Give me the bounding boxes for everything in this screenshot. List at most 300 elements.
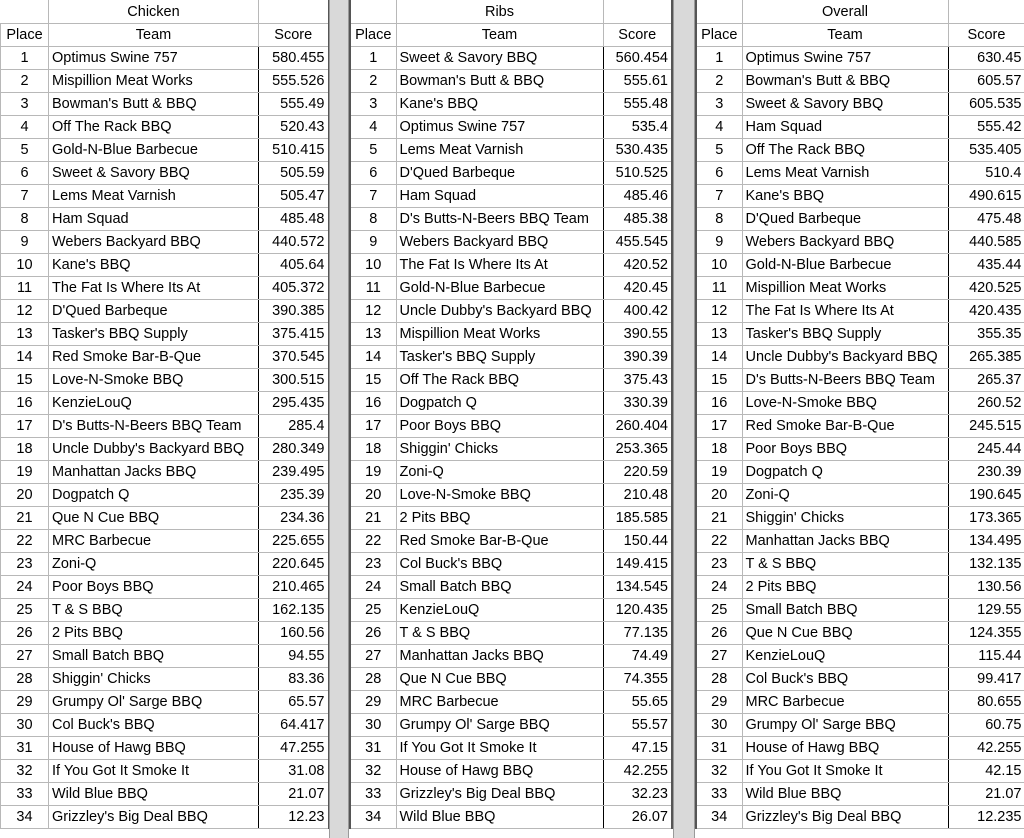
team-cell[interactable]: Grizzley's Big Deal BBQ	[49, 806, 259, 829]
score-cell[interactable]: 265.37	[948, 369, 1024, 392]
team-cell[interactable]: Manhattan Jacks BBQ	[742, 530, 948, 553]
score-header[interactable]: Score	[948, 24, 1024, 47]
team-cell[interactable]: Wild Blue BBQ	[49, 783, 259, 806]
place-cell[interactable]: 22	[696, 530, 742, 553]
place-cell[interactable]: 30	[1, 714, 49, 737]
team-cell[interactable]: Poor Boys BBQ	[742, 438, 948, 461]
team-cell[interactable]: Lems Meat Varnish	[49, 185, 259, 208]
team-cell[interactable]: Poor Boys BBQ	[49, 576, 259, 599]
team-cell[interactable]: Ham Squad	[49, 208, 259, 231]
place-cell[interactable]: 17	[696, 415, 742, 438]
place-cell[interactable]: 5	[1, 139, 49, 162]
team-cell[interactable]: Shiggin' Chicks	[396, 438, 603, 461]
blank-cell[interactable]	[696, 0, 742, 24]
score-cell[interactable]: 420.435	[948, 300, 1024, 323]
score-cell[interactable]: 74.49	[603, 645, 672, 668]
ribs-title[interactable]: Ribs	[396, 0, 603, 24]
team-cell[interactable]: Off The Rack BBQ	[396, 369, 603, 392]
score-cell[interactable]: 405.64	[259, 254, 329, 277]
team-cell[interactable]: Love-N-Smoke BBQ	[396, 484, 603, 507]
score-cell[interactable]: 253.365	[603, 438, 672, 461]
score-cell[interactable]: 129.55	[948, 599, 1024, 622]
score-cell[interactable]: 510.415	[259, 139, 329, 162]
place-cell[interactable]: 1	[1, 47, 49, 70]
score-cell[interactable]: 555.526	[259, 70, 329, 93]
place-cell[interactable]: 4	[350, 116, 396, 139]
place-cell[interactable]: 31	[1, 737, 49, 760]
place-cell[interactable]: 28	[350, 668, 396, 691]
place-cell[interactable]: 13	[696, 323, 742, 346]
score-cell[interactable]: 535.405	[948, 139, 1024, 162]
score-cell[interactable]: 355.35	[948, 323, 1024, 346]
score-cell[interactable]: 295.435	[259, 392, 329, 415]
place-cell[interactable]: 6	[350, 162, 396, 185]
score-cell[interactable]: 160.56	[259, 622, 329, 645]
score-cell[interactable]: 440.572	[259, 231, 329, 254]
score-cell[interactable]: 245.515	[948, 415, 1024, 438]
team-cell[interactable]: Off The Rack BBQ	[742, 139, 948, 162]
place-cell[interactable]: 26	[350, 622, 396, 645]
team-cell[interactable]: Manhattan Jacks BBQ	[49, 461, 259, 484]
team-cell[interactable]: Dogpatch Q	[49, 484, 259, 507]
score-cell[interactable]: 239.495	[259, 461, 329, 484]
score-cell[interactable]: 505.59	[259, 162, 329, 185]
team-cell[interactable]: Lems Meat Varnish	[742, 162, 948, 185]
place-cell[interactable]: 34	[696, 806, 742, 829]
place-cell[interactable]: 3	[1, 93, 49, 116]
place-cell[interactable]: 7	[350, 185, 396, 208]
score-cell[interactable]: 21.07	[948, 783, 1024, 806]
place-cell[interactable]: 12	[1, 300, 49, 323]
score-cell[interactable]: 245.44	[948, 438, 1024, 461]
place-cell[interactable]: 8	[350, 208, 396, 231]
place-cell[interactable]: 7	[1, 185, 49, 208]
team-cell[interactable]: Tasker's BBQ Supply	[396, 346, 603, 369]
place-cell[interactable]: 22	[1, 530, 49, 553]
team-cell[interactable]: Optimus Swine 757	[396, 116, 603, 139]
team-cell[interactable]: Off The Rack BBQ	[49, 116, 259, 139]
place-cell[interactable]: 25	[1, 599, 49, 622]
place-header[interactable]: Place	[1, 24, 49, 47]
score-cell[interactable]: 220.645	[259, 553, 329, 576]
place-cell[interactable]: 33	[1, 783, 49, 806]
score-cell[interactable]: 555.48	[603, 93, 672, 116]
place-cell[interactable]: 34	[350, 806, 396, 829]
place-cell[interactable]: 10	[1, 254, 49, 277]
overall-title[interactable]: Overall	[742, 0, 948, 24]
team-cell[interactable]: Red Smoke Bar-B-Que	[742, 415, 948, 438]
team-cell[interactable]: Col Buck's BBQ	[49, 714, 259, 737]
team-cell[interactable]: The Fat Is Where Its At	[49, 277, 259, 300]
place-cell[interactable]: 11	[696, 277, 742, 300]
team-cell[interactable]: Uncle Dubby's Backyard BBQ	[742, 346, 948, 369]
score-cell[interactable]: 605.57	[948, 70, 1024, 93]
team-cell[interactable]: Ham Squad	[396, 185, 603, 208]
team-cell[interactable]: MRC Barbecue	[396, 691, 603, 714]
team-cell[interactable]: Wild Blue BBQ	[742, 783, 948, 806]
place-cell[interactable]: 12	[696, 300, 742, 323]
score-cell[interactable]: 280.349	[259, 438, 329, 461]
team-cell[interactable]: Zoni-Q	[49, 553, 259, 576]
score-cell[interactable]: 555.61	[603, 70, 672, 93]
team-cell[interactable]: Optimus Swine 757	[742, 47, 948, 70]
score-cell[interactable]: 210.48	[603, 484, 672, 507]
blank-cell[interactable]	[350, 0, 396, 24]
team-cell[interactable]: Kane's BBQ	[49, 254, 259, 277]
place-cell[interactable]: 27	[696, 645, 742, 668]
place-cell[interactable]: 31	[696, 737, 742, 760]
team-cell[interactable]: If You Got It Smoke It	[742, 760, 948, 783]
score-cell[interactable]: 630.45	[948, 47, 1024, 70]
place-cell[interactable]: 18	[696, 438, 742, 461]
place-cell[interactable]: 2	[1, 70, 49, 93]
place-cell[interactable]: 34	[1, 806, 49, 829]
team-cell[interactable]: If You Got It Smoke It	[49, 760, 259, 783]
team-cell[interactable]: KenzieLouQ	[396, 599, 603, 622]
place-cell[interactable]: 7	[696, 185, 742, 208]
blank-cell[interactable]	[259, 0, 329, 24]
score-cell[interactable]: 420.525	[948, 277, 1024, 300]
place-cell[interactable]: 1	[696, 47, 742, 70]
score-cell[interactable]: 390.55	[603, 323, 672, 346]
blank-cell[interactable]	[948, 0, 1024, 24]
score-cell[interactable]: 74.355	[603, 668, 672, 691]
place-cell[interactable]: 28	[1, 668, 49, 691]
score-cell[interactable]: 124.355	[948, 622, 1024, 645]
score-cell[interactable]: 210.465	[259, 576, 329, 599]
score-cell[interactable]: 475.48	[948, 208, 1024, 231]
place-cell[interactable]: 32	[1, 760, 49, 783]
score-cell[interactable]: 120.435	[603, 599, 672, 622]
place-cell[interactable]: 33	[350, 783, 396, 806]
place-cell[interactable]: 14	[696, 346, 742, 369]
place-cell[interactable]: 30	[350, 714, 396, 737]
score-header[interactable]: Score	[259, 24, 329, 47]
team-cell[interactable]: Small Batch BBQ	[49, 645, 259, 668]
team-cell[interactable]: Bowman's Butt & BBQ	[49, 93, 259, 116]
place-cell[interactable]: 21	[350, 507, 396, 530]
score-cell[interactable]: 285.4	[259, 415, 329, 438]
score-cell[interactable]: 47.15	[603, 737, 672, 760]
score-cell[interactable]: 370.545	[259, 346, 329, 369]
score-cell[interactable]: 173.365	[948, 507, 1024, 530]
team-cell[interactable]: Optimus Swine 757	[49, 47, 259, 70]
place-cell[interactable]: 4	[696, 116, 742, 139]
score-cell[interactable]: 260.52	[948, 392, 1024, 415]
score-cell[interactable]: 420.52	[603, 254, 672, 277]
score-cell[interactable]: 605.535	[948, 93, 1024, 116]
place-cell[interactable]: 27	[350, 645, 396, 668]
score-cell[interactable]: 330.39	[603, 392, 672, 415]
score-cell[interactable]: 185.585	[603, 507, 672, 530]
place-cell[interactable]: 16	[1, 392, 49, 415]
team-cell[interactable]: D's Butts-N-Beers BBQ Team	[742, 369, 948, 392]
team-cell[interactable]: Shiggin' Chicks	[742, 507, 948, 530]
place-cell[interactable]: 14	[350, 346, 396, 369]
team-cell[interactable]: Sweet & Savory BBQ	[396, 47, 603, 70]
place-cell[interactable]: 32	[350, 760, 396, 783]
place-cell[interactable]: 5	[696, 139, 742, 162]
team-cell[interactable]: Tasker's BBQ Supply	[742, 323, 948, 346]
place-cell[interactable]: 27	[1, 645, 49, 668]
score-cell[interactable]: 65.57	[259, 691, 329, 714]
team-cell[interactable]: Col Buck's BBQ	[742, 668, 948, 691]
place-cell[interactable]: 3	[350, 93, 396, 116]
place-cell[interactable]: 20	[696, 484, 742, 507]
team-cell[interactable]: KenzieLouQ	[742, 645, 948, 668]
score-cell[interactable]: 390.385	[259, 300, 329, 323]
place-cell[interactable]: 15	[1, 369, 49, 392]
team-cell[interactable]: Zoni-Q	[742, 484, 948, 507]
score-cell[interactable]: 55.57	[603, 714, 672, 737]
team-header[interactable]: Team	[396, 24, 603, 47]
score-cell[interactable]: 260.404	[603, 415, 672, 438]
place-cell[interactable]: 17	[1, 415, 49, 438]
place-cell[interactable]: 21	[1, 507, 49, 530]
team-cell[interactable]: Sweet & Savory BBQ	[742, 93, 948, 116]
place-cell[interactable]: 2	[350, 70, 396, 93]
score-cell[interactable]: 31.08	[259, 760, 329, 783]
team-cell[interactable]: Gold-N-Blue Barbecue	[49, 139, 259, 162]
score-cell[interactable]: 26.07	[603, 806, 672, 829]
place-cell[interactable]: 18	[350, 438, 396, 461]
place-cell[interactable]: 17	[350, 415, 396, 438]
place-cell[interactable]: 23	[696, 553, 742, 576]
team-header[interactable]: Team	[49, 24, 259, 47]
team-cell[interactable]: Sweet & Savory BBQ	[49, 162, 259, 185]
team-header[interactable]: Team	[742, 24, 948, 47]
place-cell[interactable]: 23	[350, 553, 396, 576]
score-cell[interactable]: 265.385	[948, 346, 1024, 369]
score-cell[interactable]: 134.495	[948, 530, 1024, 553]
team-cell[interactable]: Gold-N-Blue Barbecue	[396, 277, 603, 300]
score-cell[interactable]: 220.59	[603, 461, 672, 484]
place-cell[interactable]: 26	[696, 622, 742, 645]
score-cell[interactable]: 375.415	[259, 323, 329, 346]
team-cell[interactable]: Uncle Dubby's Backyard BBQ	[49, 438, 259, 461]
place-cell[interactable]: 9	[1, 231, 49, 254]
score-cell[interactable]: 485.46	[603, 185, 672, 208]
team-cell[interactable]: D'Qued Barbeque	[49, 300, 259, 323]
team-cell[interactable]: Wild Blue BBQ	[396, 806, 603, 829]
place-cell[interactable]: 19	[696, 461, 742, 484]
score-cell[interactable]: 560.454	[603, 47, 672, 70]
team-cell[interactable]: Grumpy Ol' Sarge BBQ	[396, 714, 603, 737]
score-cell[interactable]: 83.36	[259, 668, 329, 691]
score-cell[interactable]: 115.44	[948, 645, 1024, 668]
team-cell[interactable]: D's Butts-N-Beers BBQ Team	[49, 415, 259, 438]
team-cell[interactable]: House of Hawg BBQ	[396, 760, 603, 783]
team-cell[interactable]: Mispillion Meat Works	[396, 323, 603, 346]
team-cell[interactable]: If You Got It Smoke It	[396, 737, 603, 760]
score-cell[interactable]: 77.135	[603, 622, 672, 645]
team-cell[interactable]: MRC Barbecue	[49, 530, 259, 553]
score-cell[interactable]: 225.655	[259, 530, 329, 553]
place-cell[interactable]: 1	[350, 47, 396, 70]
team-cell[interactable]: The Fat Is Where Its At	[396, 254, 603, 277]
score-cell[interactable]: 580.455	[259, 47, 329, 70]
team-cell[interactable]: Webers Backyard BBQ	[742, 231, 948, 254]
team-cell[interactable]: Kane's BBQ	[742, 185, 948, 208]
place-cell[interactable]: 25	[350, 599, 396, 622]
team-cell[interactable]: KenzieLouQ	[49, 392, 259, 415]
score-cell[interactable]: 134.545	[603, 576, 672, 599]
team-cell[interactable]: Kane's BBQ	[396, 93, 603, 116]
team-cell[interactable]: Que N Cue BBQ	[742, 622, 948, 645]
score-cell[interactable]: 555.49	[259, 93, 329, 116]
team-cell[interactable]: Lems Meat Varnish	[396, 139, 603, 162]
place-cell[interactable]: 29	[696, 691, 742, 714]
place-cell[interactable]: 16	[696, 392, 742, 415]
team-cell[interactable]: 2 Pits BBQ	[742, 576, 948, 599]
place-cell[interactable]: 23	[1, 553, 49, 576]
score-cell[interactable]: 505.47	[259, 185, 329, 208]
score-header[interactable]: Score	[603, 24, 672, 47]
place-cell[interactable]: 26	[1, 622, 49, 645]
team-cell[interactable]: D's Butts-N-Beers BBQ Team	[396, 208, 603, 231]
team-cell[interactable]: Poor Boys BBQ	[396, 415, 603, 438]
score-cell[interactable]: 234.36	[259, 507, 329, 530]
team-cell[interactable]: Col Buck's BBQ	[396, 553, 603, 576]
place-cell[interactable]: 24	[1, 576, 49, 599]
score-cell[interactable]: 99.417	[948, 668, 1024, 691]
team-cell[interactable]: House of Hawg BBQ	[49, 737, 259, 760]
score-cell[interactable]: 55.65	[603, 691, 672, 714]
place-cell[interactable]: 29	[350, 691, 396, 714]
team-cell[interactable]: Webers Backyard BBQ	[49, 231, 259, 254]
place-cell[interactable]: 3	[696, 93, 742, 116]
team-cell[interactable]: Red Smoke Bar-B-Que	[396, 530, 603, 553]
score-cell[interactable]: 510.525	[603, 162, 672, 185]
score-cell[interactable]: 47.255	[259, 737, 329, 760]
team-cell[interactable]: Love-N-Smoke BBQ	[49, 369, 259, 392]
place-header[interactable]: Place	[350, 24, 396, 47]
place-cell[interactable]: 6	[696, 162, 742, 185]
place-cell[interactable]: 33	[696, 783, 742, 806]
chicken-title[interactable]: Chicken	[49, 0, 259, 24]
place-cell[interactable]: 2	[696, 70, 742, 93]
score-cell[interactable]: 390.39	[603, 346, 672, 369]
team-cell[interactable]: Mispillion Meat Works	[49, 70, 259, 93]
score-cell[interactable]: 520.43	[259, 116, 329, 139]
place-cell[interactable]: 20	[1, 484, 49, 507]
score-cell[interactable]: 300.515	[259, 369, 329, 392]
place-cell[interactable]: 31	[350, 737, 396, 760]
team-cell[interactable]: D'Qued Barbeque	[396, 162, 603, 185]
score-cell[interactable]: 485.48	[259, 208, 329, 231]
place-cell[interactable]: 10	[350, 254, 396, 277]
team-cell[interactable]: Zoni-Q	[396, 461, 603, 484]
score-cell[interactable]: 535.4	[603, 116, 672, 139]
place-cell[interactable]: 22	[350, 530, 396, 553]
team-cell[interactable]: The Fat Is Where Its At	[742, 300, 948, 323]
team-cell[interactable]: MRC Barbecue	[742, 691, 948, 714]
score-cell[interactable]: 42.255	[603, 760, 672, 783]
team-cell[interactable]: 2 Pits BBQ	[396, 507, 603, 530]
place-cell[interactable]: 20	[350, 484, 396, 507]
place-cell[interactable]: 11	[1, 277, 49, 300]
score-cell[interactable]: 162.135	[259, 599, 329, 622]
team-cell[interactable]: D'Qued Barbeque	[742, 208, 948, 231]
score-cell[interactable]: 21.07	[259, 783, 329, 806]
place-cell[interactable]: 11	[350, 277, 396, 300]
team-cell[interactable]: Love-N-Smoke BBQ	[742, 392, 948, 415]
place-cell[interactable]: 8	[696, 208, 742, 231]
score-cell[interactable]: 94.55	[259, 645, 329, 668]
score-cell[interactable]: 400.42	[603, 300, 672, 323]
score-cell[interactable]: 80.655	[948, 691, 1024, 714]
score-cell[interactable]: 420.45	[603, 277, 672, 300]
team-cell[interactable]: Webers Backyard BBQ	[396, 231, 603, 254]
team-cell[interactable]: Red Smoke Bar-B-Que	[49, 346, 259, 369]
team-cell[interactable]: Grumpy Ol' Sarge BBQ	[49, 691, 259, 714]
place-cell[interactable]: 8	[1, 208, 49, 231]
team-cell[interactable]: 2 Pits BBQ	[49, 622, 259, 645]
team-cell[interactable]: Dogpatch Q	[396, 392, 603, 415]
blank-cell[interactable]	[1, 0, 49, 24]
team-cell[interactable]: Ham Squad	[742, 116, 948, 139]
blank-cell[interactable]	[603, 0, 672, 24]
team-cell[interactable]: Grumpy Ol' Sarge BBQ	[742, 714, 948, 737]
place-cell[interactable]: 10	[696, 254, 742, 277]
place-cell[interactable]: 19	[350, 461, 396, 484]
score-cell[interactable]: 150.44	[603, 530, 672, 553]
place-cell[interactable]: 19	[1, 461, 49, 484]
team-cell[interactable]: Small Batch BBQ	[396, 576, 603, 599]
score-cell[interactable]: 12.235	[948, 806, 1024, 829]
place-cell[interactable]: 6	[1, 162, 49, 185]
team-cell[interactable]: House of Hawg BBQ	[742, 737, 948, 760]
score-cell[interactable]: 405.372	[259, 277, 329, 300]
team-cell[interactable]: Grizzley's Big Deal BBQ	[396, 783, 603, 806]
score-cell[interactable]: 190.645	[948, 484, 1024, 507]
team-cell[interactable]: Manhattan Jacks BBQ	[396, 645, 603, 668]
score-cell[interactable]: 64.417	[259, 714, 329, 737]
place-cell[interactable]: 21	[696, 507, 742, 530]
place-cell[interactable]: 13	[1, 323, 49, 346]
score-cell[interactable]: 490.615	[948, 185, 1024, 208]
score-cell[interactable]: 555.42	[948, 116, 1024, 139]
place-cell[interactable]: 32	[696, 760, 742, 783]
score-cell[interactable]: 235.39	[259, 484, 329, 507]
place-cell[interactable]: 25	[696, 599, 742, 622]
team-cell[interactable]: Shiggin' Chicks	[49, 668, 259, 691]
score-cell[interactable]: 60.75	[948, 714, 1024, 737]
place-cell[interactable]: 24	[350, 576, 396, 599]
score-cell[interactable]: 32.23	[603, 783, 672, 806]
score-cell[interactable]: 440.585	[948, 231, 1024, 254]
score-cell[interactable]: 230.39	[948, 461, 1024, 484]
score-cell[interactable]: 130.56	[948, 576, 1024, 599]
score-cell[interactable]: 435.44	[948, 254, 1024, 277]
place-cell[interactable]: 14	[1, 346, 49, 369]
score-cell[interactable]: 149.415	[603, 553, 672, 576]
team-cell[interactable]: Que N Cue BBQ	[396, 668, 603, 691]
team-cell[interactable]: Small Batch BBQ	[742, 599, 948, 622]
team-cell[interactable]: T & S BBQ	[742, 553, 948, 576]
place-cell[interactable]: 12	[350, 300, 396, 323]
score-cell[interactable]: 42.15	[948, 760, 1024, 783]
team-cell[interactable]: Bowman's Butt & BBQ	[742, 70, 948, 93]
team-cell[interactable]: Que N Cue BBQ	[49, 507, 259, 530]
team-cell[interactable]: Mispillion Meat Works	[742, 277, 948, 300]
place-cell[interactable]: 24	[696, 576, 742, 599]
place-cell[interactable]: 18	[1, 438, 49, 461]
team-cell[interactable]: Bowman's Butt & BBQ	[396, 70, 603, 93]
place-cell[interactable]: 29	[1, 691, 49, 714]
score-cell[interactable]: 530.435	[603, 139, 672, 162]
place-cell[interactable]: 4	[1, 116, 49, 139]
